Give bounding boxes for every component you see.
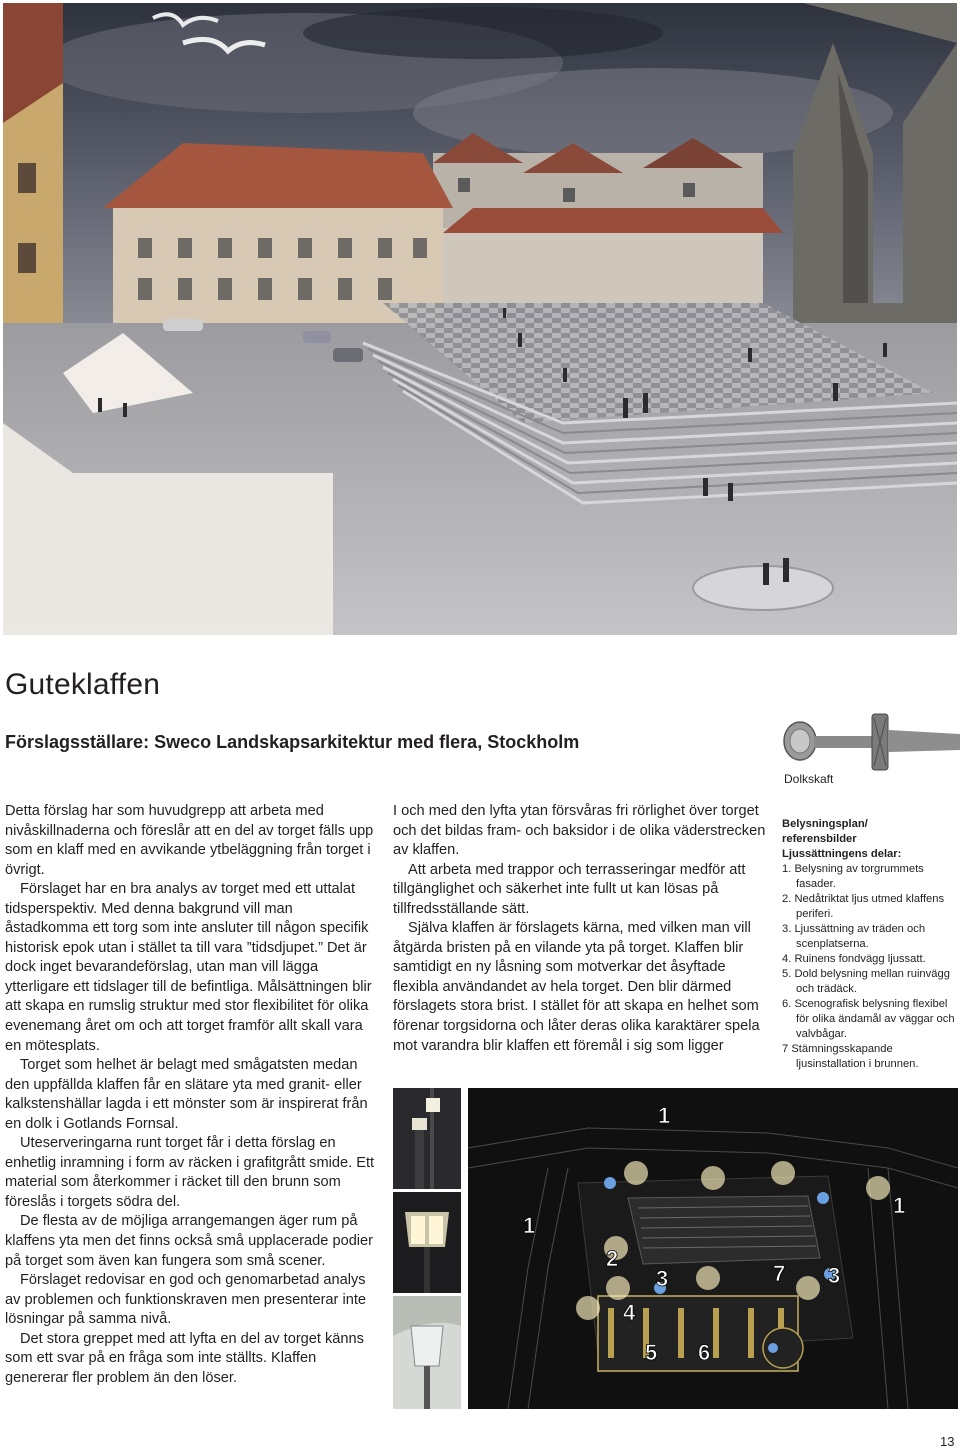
legend-item: 2. Nedåtriktat ljus utmed klaffens periferi. xyxy=(782,893,945,920)
legend-heading: Ljussättningens delar: xyxy=(782,848,902,860)
street-lamp-photo xyxy=(393,1088,461,1189)
legend-item: 6. Scenografisk belysning flexibel för olika ändamål av väggar och valvbågar. xyxy=(782,998,955,1040)
legend-item: 3. Ljussättning av träden och scenplatserna. xyxy=(782,923,926,950)
paragraph: Förslaget har en bra analys av torget med ett uttalat tidsperspektiv. Med denna bakgrund vill man åstadkomma ett torg som inte ansluter till någon specifik historisk epok utan i stället ta till vara ”tidsdjupet.” Det är dock inget bevarandeförslag, utan man vill lägga ytterligare ett tidslager till de befintliga. Målsättningen blir att skapa en rumslig struktur med stor flexibilitet för olika evenemang året om och att torget framför allt skall vara en mötesplats. xyxy=(5,881,372,1054)
plan-label: 5 xyxy=(645,1340,658,1365)
dagger-hilt-image xyxy=(782,708,960,774)
legend-heading: Belysningsplan/ xyxy=(782,818,868,830)
page-number: 13 xyxy=(940,1434,955,1449)
paragraph: Att arbeta med trappor och terrasseringar medför att tillgänglighet och säkerhet inte fullt ut kan lösas på tillfredsställande sätt. xyxy=(393,861,746,917)
paragraph: Förslaget redovisar en god och genomarbetad analys av problemen och funktionskraven men presenterar inte lösningar på samma nivå. xyxy=(5,1272,366,1328)
body-column-2 xyxy=(393,802,768,1056)
paragraph: Uteserveringarna runt torget får i detta förslag en enhetlig inramning i form av räcken i grafitgrått smide. Ett material som återkommer i räcket till den brunn som föreslås i torgets södra del. xyxy=(5,1135,375,1210)
paragraph: De flesta av de möjliga arrangemangen äger rum på klaffens yta men det finns också små upplacerade podier på torget som även kan fungera som små scener. xyxy=(5,1213,374,1269)
paragraph: I och med den lyfta ytan försvåras fri rörlighet över torget och det bildas fram- och baksidor i de olika väderstrecken av klaffen. xyxy=(393,803,766,859)
paragraph: Detta förslag har som huvudgrepp att arbeta med nivåskillnaderna och föreslår att en del av torget fälls upp som en klaff med en avvikande ytbeläggning från torget i övrigt. xyxy=(5,803,374,878)
body-column-1 xyxy=(5,802,377,1388)
legend-list xyxy=(782,862,960,1072)
legend-item: 7 Stämningsskapande ljusinstallation i brunnen. xyxy=(782,1043,919,1070)
glass-lamp-photo xyxy=(393,1296,461,1409)
plan-label: 6 xyxy=(698,1340,711,1365)
paragraph: Torget som helhet är belagt med smågatsten medan den uppfällda klaffen får en slätare yta med granit- eller kalkstenshällar lagda i ett mönster som är inspirerat från en dolk i Gotlands Fornsal. xyxy=(5,1057,368,1132)
plan-label: 3 xyxy=(656,1266,669,1291)
page-title: Guteklaffen xyxy=(5,668,161,701)
plan-label: 1 xyxy=(893,1193,906,1218)
lighting-plan-image xyxy=(468,1088,958,1409)
legend-item: 5. Dold belysning mellan ruinvägg och trädäck. xyxy=(782,968,950,995)
hero-rendering-image xyxy=(3,3,957,635)
legend-item: 4. Ruinens fondvägg ljussatt. xyxy=(782,953,926,965)
plan-label: 1 xyxy=(658,1103,671,1128)
proposer-subtitle: Förslagsställare: Sweco Landskapsarkitektur med flera, Stockholm xyxy=(5,732,580,752)
plan-label: 4 xyxy=(623,1300,636,1325)
lantern-photo xyxy=(393,1192,461,1293)
legend-heading: referensbilder xyxy=(782,833,857,845)
paragraph: Själva klaffen är förslagets kärna, med vilken man vill åtgärda bristen på en vilande yta på torget. Klaffen blir samtidigt en ny låsning som motverkar det åsyftade flexibla användandet av hela torget. Den blir därmed förslagets stora brist. I stället för att skapa en helhet som förenar torgsidorna och låter deras olika karaktärer spela mot varandra blir klaffen ett föremål i sig som ligger xyxy=(393,920,760,1054)
plan-label: 2 xyxy=(606,1246,619,1271)
plan-label: 1 xyxy=(523,1213,536,1238)
plan-label: 3 xyxy=(828,1263,841,1288)
dagger-caption: Dolkskaft xyxy=(784,772,834,786)
lighting-plan-legend xyxy=(782,817,960,1072)
paragraph: Det stora greppet med att lyfta en del av torget känns som ett svar på en fråga som inte ställts. Klaffen genererar fler problem än den löser. xyxy=(5,1330,364,1386)
plan-label: 7 xyxy=(773,1261,786,1286)
legend-item: 1. Belysning av torgrummets fasader. xyxy=(782,863,924,890)
